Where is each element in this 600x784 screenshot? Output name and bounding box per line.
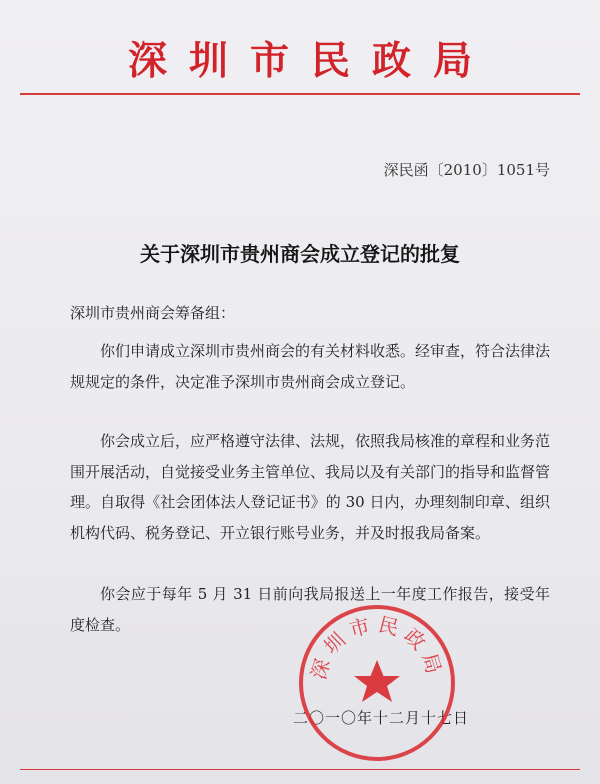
body-paragraph-1 [70,336,550,397]
official-seal [296,602,458,764]
letterhead-title: 深圳市民政局 [127,38,494,84]
letterhead-rule [20,93,580,95]
addressee: 深圳市贵州商会筹备组： [70,304,236,322]
paragraph-text: 你会成立后，应严格遵守法律、法规，依照我局核准的章程和业务范围开展活动，自觉接受业务主管单位、我局以及有关部门的指导和监督管理。自取得《社会团体法人登记证书》的 30 日内，办理刻制印章、组织机构代码、税务登记、开立银行账号业务，并及时报我局备案。 [70,432,551,542]
document-number: 深民函〔2010〕1051号 [383,161,550,179]
star-icon [354,660,400,702]
paragraph-text: 你们申请成立深圳市贵州商会的有关材料收悉。经审查，符合法律法规规定的条件，决定准予深圳市贵州商会成立登记。 [70,342,551,391]
document-title: 关于深圳市贵州商会成立登记的批复 [140,242,460,266]
issue-date: 二〇一〇年十二月十七日 [293,709,470,727]
footer-rule [20,769,580,770]
seal-text: 深圳市民政局 [306,611,448,683]
paragraph-text: 你会应于每年 5 月 31 日前向我局报送上一年度工作报告，接受年度检查。 [70,585,550,634]
body-paragraph-2 [70,426,550,548]
